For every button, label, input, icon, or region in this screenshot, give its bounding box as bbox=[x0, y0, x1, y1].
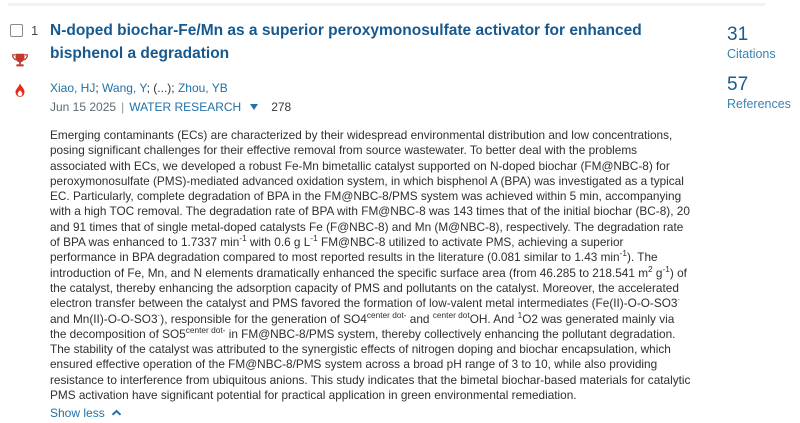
author-separator: ; (...); bbox=[146, 81, 178, 95]
metrics-column bbox=[727, 17, 791, 422]
references-metric bbox=[727, 74, 791, 111]
pub-separator: | bbox=[121, 100, 125, 114]
volume-number: 278 bbox=[271, 100, 292, 114]
superscript: -1 bbox=[619, 248, 627, 259]
citations-metric bbox=[727, 24, 791, 61]
superscript: · bbox=[677, 294, 681, 305]
superscript: center dot bbox=[432, 309, 470, 320]
publication-date: Jun 15 2025 bbox=[50, 100, 117, 114]
show-less-link[interactable] bbox=[50, 406, 122, 420]
paper-title-link[interactable]: N-doped biochar-Fe/Mn as a superior peroxymonosulfate activator for enhanced bisphenol a degradation bbox=[50, 22, 642, 62]
superscript: -1 bbox=[662, 263, 670, 274]
references-label[interactable]: References bbox=[727, 97, 791, 111]
card-top-divider bbox=[8, 3, 765, 6]
author-link[interactable]: Wang, Y bbox=[102, 81, 147, 95]
record-select-row bbox=[10, 23, 50, 38]
abstract-text: Emerging contaminants (ECs) are characterized by their widespread environmental distribution and low concentrations, posing significant challenges for their effective removal from source wastewater. To better deal with the problems associated with ECs, we developed a robust Fe-Mn bimetallic catalyst supported on N-doped biochar (FM@NBC-8) for peroxymonosulfate (PMS)-mediated advanced oxidation system, in which bisphenol A (BPA) was investigated as a typical EC. Particularly, complete degradation of BPA in the FM@NBC-8/PMS system was achieved within 5 min, accompanying with a high TOC removal. The degradation rate of BPA with FM@NBC-8 was 143 times that of the initial biochar (BC-8), 20 and 91 times that of single metal-doped catalysts Fe (F@NBC-8) and Mn (M@NBC-8), respectively. The degradation rate of BPA was enhanced to 1.7337 $\min^{-1}$ with 0.6 g $L^{-1}$ FM@NBC-8 utilized to activate PMS, achieving a superior performance in BPA degradation compared to most reported results in the literature (0.081 similar to 1.43 $\min^{-1}$). The introduction of Fe, Mn, and N elements dramatically enhanced the specific surface area (from 46.285 to 218.541 $m^2$ $g^{-1}$) of the catalyst, thereby enhancing the adsorption capacity of PMS and pollutants on the catalyst. Moreover, the accelerated electron transfer between the catalyst and PMS favored the formation of low-valent metal intermediates (Fe(II)-O-O-SO3· and Mn(II)-O-O-SO3·), responsible for the generation of $SO4^{center dot-}$ and $^{center dot}$OH. And $^1$O2 was generated mainly via the decomposition of $SO5^{center dot-}$ in FM@NBC-8/PMS system, thereby collectively enhancing the pollutant degradation. The stability of the catalyst was attributed to the synergistic effects of nitrogen doping and biochar encapsulation, which ensured effective operation of the FM@NBC-8/PMS system across a broad pH range of 3 to 10, while also providing resistance to interference from ubiquitous anions. This study indicates that the bimetal biochar-based materials for catalytic PMS activation have significant potential for practical application in green environmental remediation. bbox=[50, 128, 691, 403]
record-gutter bbox=[10, 17, 50, 422]
author-separator: ; bbox=[95, 81, 103, 95]
superscript: center dot- bbox=[185, 324, 226, 335]
show-less-label: Show less bbox=[50, 406, 105, 421]
references-count[interactable]: 57 bbox=[727, 74, 749, 95]
superscript: center dot- bbox=[366, 309, 407, 320]
publication-line bbox=[50, 100, 692, 114]
record-main-column bbox=[50, 17, 692, 422]
superscript: 1 bbox=[517, 309, 523, 320]
author-link[interactable]: Zhou, YB bbox=[177, 81, 228, 95]
author-link[interactable]: Xiao, HJ bbox=[50, 81, 96, 95]
result-select-checkbox[interactable] bbox=[10, 24, 23, 37]
superscript: · bbox=[157, 309, 161, 320]
superscript: -1 bbox=[310, 233, 318, 244]
journal-dropdown-chevron-down-icon[interactable] bbox=[250, 104, 258, 110]
highly-cited-trophy-icon bbox=[11, 51, 29, 69]
superscript: -1 bbox=[239, 233, 247, 244]
authors-line bbox=[50, 81, 692, 95]
hot-paper-flame-icon bbox=[11, 82, 29, 100]
citations-count[interactable]: 31 bbox=[727, 24, 749, 45]
chevron-up-icon bbox=[111, 409, 122, 417]
journal-link[interactable]: WATER RESEARCH bbox=[129, 100, 242, 114]
result-index: 1 bbox=[31, 23, 39, 38]
superscript: 2 bbox=[648, 263, 653, 274]
citations-label[interactable]: Citations bbox=[727, 47, 776, 61]
